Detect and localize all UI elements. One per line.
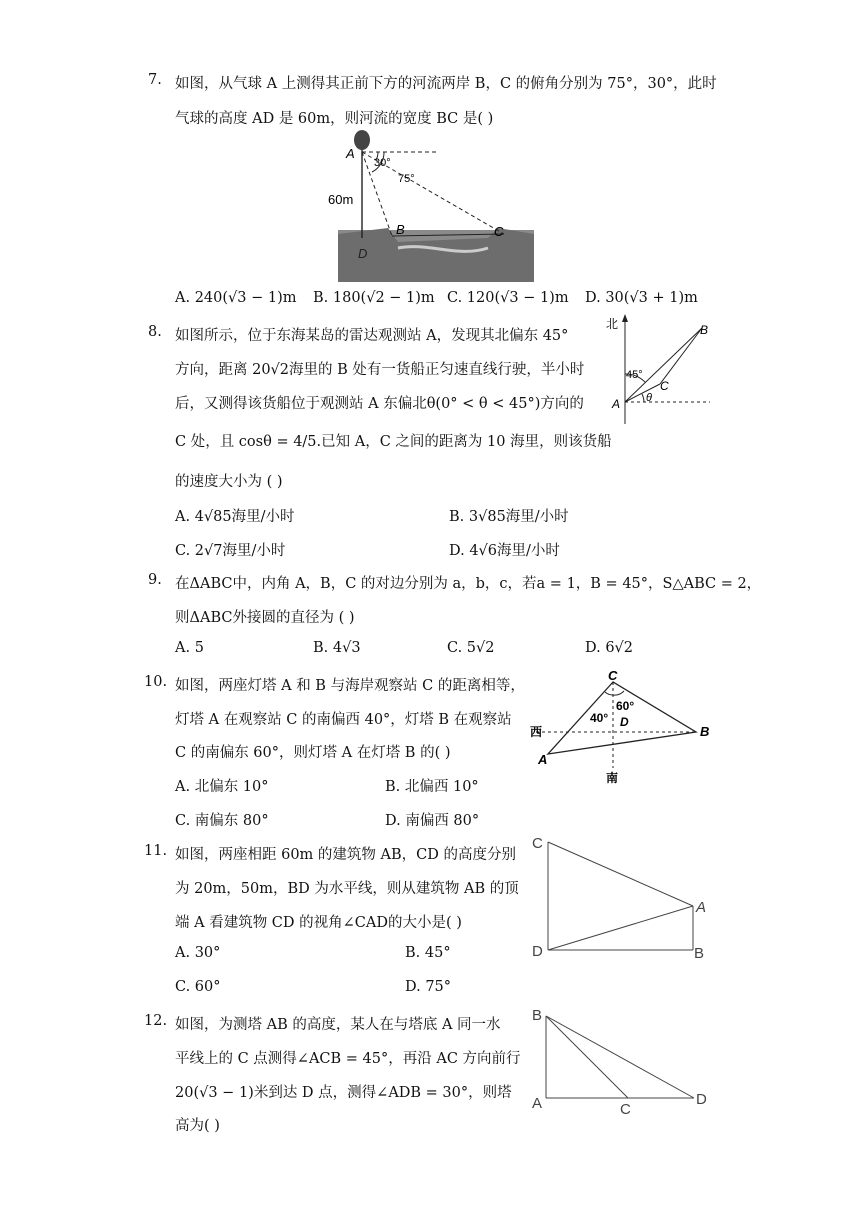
q12-label-d: D <box>696 1091 707 1108</box>
q9-text-line1: 在ΔABC中，内角 A，B，C 的对边分别为 a，b，c，若a = 1，B = 45°，S△ABC = 2， <box>175 576 762 592</box>
q8-number: 8. <box>148 324 162 340</box>
q7-label-30: 30° <box>374 157 391 169</box>
q10-number: 10. <box>144 674 168 690</box>
q10-text-line3: C 的南偏东 60°，则灯塔 A 在灯塔 B 的( ) <box>175 745 451 761</box>
q12-label-a: A <box>532 1095 543 1112</box>
q7-number: 7. <box>148 72 162 88</box>
q10-figure <box>526 664 722 788</box>
q8-label-45: 45° <box>626 369 643 381</box>
q8-text-line4: C 处，且 cosθ = 4/5.已知 A，C 之间的距离为 10 海里，则该货船 <box>175 434 612 450</box>
q12-label-c: C <box>620 1101 631 1118</box>
q11-option-b[interactable]: B. 45° <box>405 945 451 961</box>
q9-text-line2: 则ΔABC外接圆的直径为 ( ) <box>175 610 355 626</box>
q8-option-a[interactable]: A. 4√85海里/小时 <box>175 509 295 525</box>
q10-text-line1: 如图，两座灯塔 A 和 B 与海岸观察站 C 的距离相等， <box>175 678 525 694</box>
q10-label-c: C <box>608 668 618 683</box>
q10-label-south: 南 <box>606 771 619 785</box>
q8-text-line5: 的速度大小为 ( ) <box>175 474 283 490</box>
q7-option-a[interactable]: A. 240(√3 − 1)m <box>175 290 297 306</box>
q12-label-b: B <box>532 1007 543 1024</box>
q10-label-d: D <box>620 715 629 729</box>
q12-text-line3: 20(√3 − 1)米到达 D 点，测得∠ADB = 30°，则塔 <box>175 1085 512 1101</box>
q9-option-b[interactable]: B. 4√3 <box>313 640 361 656</box>
q8-label-north: 北 <box>606 317 619 331</box>
q7-option-c[interactable]: C. 120(√3 − 1)m <box>447 290 569 306</box>
q8-text-line2: 方向，距离 20√2海里的 B 处有一货船正匀速直线行驶，半小时 <box>175 362 585 378</box>
q9-option-c[interactable]: C. 5√2 <box>447 640 495 656</box>
q11-option-c[interactable]: C. 60° <box>175 979 221 995</box>
q11-option-d[interactable]: D. 75° <box>405 979 452 995</box>
q7-text-line2: 气球的高度 AD 是 60m，则河流的宽度 BC 是( ) <box>175 111 494 127</box>
q8-label-c: C <box>660 379 669 393</box>
q10-label-40: 40° <box>590 711 609 725</box>
q10-label-60: 60° <box>616 699 635 713</box>
q8-figure <box>600 312 720 430</box>
q12-figure <box>528 1004 714 1118</box>
q9-number: 9. <box>148 572 162 588</box>
q7-option-d[interactable]: D. 30(√3 + 1)m <box>585 290 698 306</box>
q12-text-line4: 高为( ) <box>175 1118 220 1134</box>
q7-label-a: A <box>346 146 355 161</box>
q11-label-c: C <box>532 835 543 852</box>
q10-label-a: A <box>538 752 548 767</box>
q10-option-c[interactable]: C. 南偏东 80° <box>175 813 269 829</box>
q8-option-c[interactable]: C. 2√7海里/小时 <box>175 543 286 559</box>
q11-text-line1: 如图，两座相距 60m 的建筑物 AB，CD 的高度分别 <box>175 847 516 863</box>
q11-option-a[interactable]: A. 30° <box>175 945 221 961</box>
q10-option-d[interactable]: D. 南偏西 80° <box>385 813 480 829</box>
q8-option-d[interactable]: D. 4√6海里/小时 <box>449 543 560 559</box>
q8-text-line3: 后，又测得该货船位于观测站 A 东偏北θ(0° < θ < 45°)方向的 <box>175 396 584 412</box>
q11-text-line3: 端 A 看建筑物 CD 的视角∠CAD的大小是( ) <box>175 915 462 931</box>
q8-option-b[interactable]: B. 3√85海里/小时 <box>449 509 569 525</box>
q11-label-a: A <box>696 899 707 916</box>
q9-option-d[interactable]: D. 6√2 <box>585 640 634 656</box>
q12-text-line2: 平线上的 C 点测得∠ACB = 45°，再沿 AC 方向前行 <box>175 1051 521 1067</box>
q7-label-b: B <box>396 222 405 237</box>
q12-text-line1: 如图，为测塔 AB 的高度，某人在与塔底 A 同一水 <box>175 1017 501 1033</box>
q11-label-d: D <box>532 943 543 960</box>
q12-number: 12. <box>144 1013 168 1029</box>
q8-label-theta: θ <box>646 392 652 404</box>
q11-figure <box>528 828 714 964</box>
q7-label-d: D <box>358 246 368 261</box>
q10-option-b[interactable]: B. 北偏西 10° <box>385 779 479 795</box>
q8-label-a: A <box>612 397 621 411</box>
q7-option-b[interactable]: B. 180(√2 − 1)m <box>313 290 435 306</box>
q8-label-b: B <box>700 323 709 337</box>
q7-label-75: 75° <box>398 173 415 185</box>
q10-label-west: 西 <box>530 725 543 739</box>
q10-option-a[interactable]: A. 北偏东 10° <box>175 779 269 795</box>
q10-label-b: B <box>700 724 710 739</box>
q11-text-line2: 为 20m，50m，BD 为水平线，则从建筑物 AB 的顶 <box>175 881 519 897</box>
q11-label-b: B <box>694 945 705 962</box>
q7-label-c: C <box>494 224 504 239</box>
q8-text-line1: 如图所示，位于东海某岛的雷达观测站 A，发现其北偏东 45° <box>175 328 569 344</box>
q10-text-line2: 灯塔 A 在观察站 C 的南偏西 40°，灯塔 B 在观察站 <box>175 712 512 728</box>
q7-figure <box>328 130 534 282</box>
q7-label-60m: 60m <box>328 192 354 207</box>
q9-option-a[interactable]: A. 5 <box>175 640 204 656</box>
q11-number: 11. <box>144 843 168 859</box>
q7-text-line1: 如图，从气球 A 上测得其正前下方的河流两岸 B，C 的俯角分别为 75°，30°，此时 <box>175 76 717 92</box>
